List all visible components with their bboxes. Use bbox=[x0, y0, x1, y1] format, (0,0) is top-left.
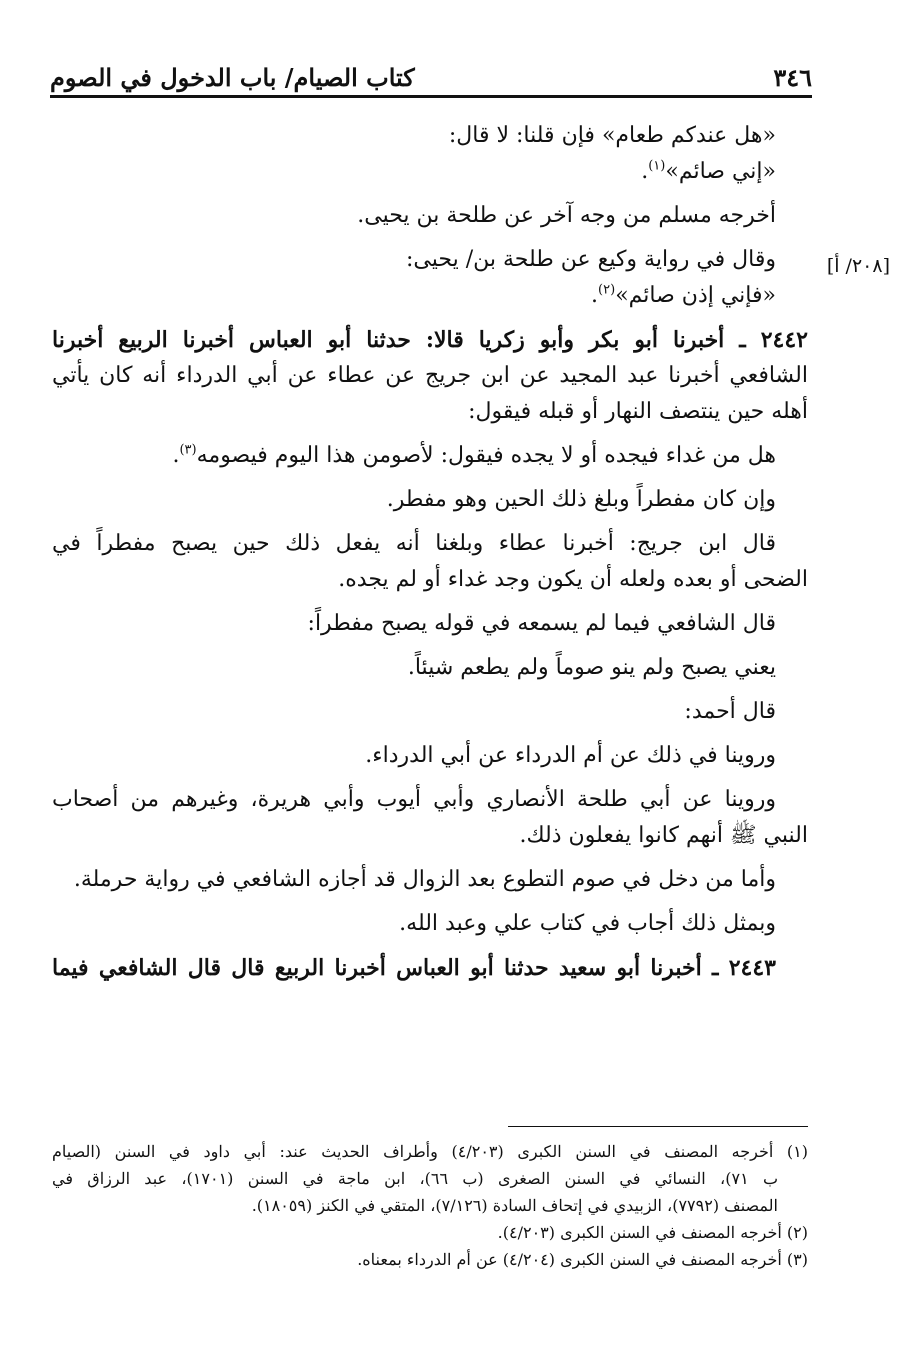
text-line: قال ابن جريج: أخبرنا عطاء وبلغنا أنه يفعل ذلك حين يصبح مفطراً في bbox=[52, 531, 776, 556]
text-line: وإن كان مفطراً وبلغ ذلك الحين وهو مفطر. bbox=[386, 487, 776, 512]
text-line: يعني يصبح ولم ينو صوماً ولم يطعم شيئاً. bbox=[407, 655, 776, 680]
text-line: وروينا عن أبي طلحة الأنصاري وأبي أيوب وأبي هريرة، وغيرهم من أصحاب bbox=[52, 787, 776, 812]
text-line: «إني صائم»$^{(١)}$. bbox=[641, 158, 776, 184]
footnote-ref: (١) bbox=[648, 158, 666, 174]
footnote-ref: (٣) bbox=[179, 442, 197, 458]
footnotes bbox=[52, 1138, 808, 1273]
header-rule bbox=[50, 95, 812, 98]
text-line: وروينا في ذلك عن أم الدرداء عن أبي الدرداء. bbox=[365, 743, 776, 768]
text-line: أخرجه مسلم من وجه آخر عن طلحة بن يحيى. bbox=[357, 203, 776, 228]
page-number: ٣٤٦ bbox=[773, 63, 812, 92]
footnote-line: (١) أخرجه المصنف في السنن الكبرى (٤/٢٠٣) وأطراف الحديث عند: أبي داود في السنن (الصيام bbox=[52, 1142, 809, 1161]
hadith-2443-line: ٢٤٤٣ ـ أخبرنا أبو سعيد حدثنا أبو العباس أخبرنا الربيع قال قال الشافعي فيما bbox=[52, 955, 776, 981]
main-text bbox=[52, 118, 808, 986]
text-line: «هل عندكم طعام» فإن قلنا: لا قال: bbox=[448, 123, 776, 148]
text-line: وأما من دخل في صوم التطوع بعد الزوال قد أجازه الشافعي في رواية حرملة. bbox=[73, 867, 776, 892]
footnote-rule bbox=[508, 1126, 808, 1127]
text-line: أهله حين ينتصف النهار أو قبله فيقول: bbox=[468, 399, 808, 424]
text-segment: «إني صائم» bbox=[665, 159, 776, 184]
text-line: وبمثل ذلك أجاب في كتاب علي وعبد الله. bbox=[399, 911, 776, 936]
text-segment: هل من غداء فيجده أو لا يجده فيقول: لأصومن هذا اليوم فيصومه bbox=[196, 443, 776, 468]
text-line: الشافعي أخبرنا عبد المجيد عن ابن جريج عن عطاء عن أبي الدرداء أنه كان يأتي bbox=[52, 363, 808, 388]
manuscript-folio-marker: [٢٠٨/ أ] bbox=[826, 255, 890, 277]
text-line: وقال في رواية وكيع عن طلحة بن/ يحيى: bbox=[405, 247, 776, 272]
text-line: الضحى أو بعده ولعله أن يكون وجد غداء أو لم يجده. bbox=[338, 567, 808, 592]
text-segment: «فإني إذن صائم» bbox=[615, 283, 776, 308]
text-line: هل من غداء فيجده أو لا يجده فيقول: لأصومن هذا اليوم فيصومه$^{(٣)}$. bbox=[172, 442, 776, 468]
footnote-ref: (٢) bbox=[598, 282, 616, 298]
running-header bbox=[50, 50, 812, 92]
footnote-line: ب ٧١)، النسائي في السنن الصغرى (ب ٦٦)، ابن ماجة في السنن (١٧٠١)، عبد الرزاق في bbox=[52, 1169, 779, 1188]
footnote-line: المصنف (٧٧٩٢)، الزبيدي في إتحاف السادة (٧/١٢٦)، المتقي في الكنز (١٨٠٥٩). bbox=[251, 1196, 778, 1215]
running-title: كتاب الصيام/ باب الدخول في الصوم bbox=[50, 63, 415, 92]
footnote-line: (٣) أخرجه المصنف في السنن الكبرى (٤/٢٠٤) عن أم الدرداء بمعناه. bbox=[357, 1250, 808, 1269]
hadith-2442-line: ٢٤٤٢ ـ أخبرنا أبو بكر وأبو زكريا قالا: حدثنا أبو العباس أخبرنا الربيع أخبرنا bbox=[52, 327, 808, 353]
text-line: قال الشافعي فيما لم يسمعه في قوله يصبح مفطراً: bbox=[307, 611, 776, 636]
text-line: قال أحمد: bbox=[684, 699, 776, 724]
footnote-line: (٢) أخرجه المصنف في السنن الكبرى (٤/٢٠٣). bbox=[497, 1223, 808, 1242]
text-line: النبي ﷺ أنهم كانوا يفعلون ذلك. bbox=[519, 823, 808, 848]
text-line: «فإني إذن صائم»$^{(٢)}$. bbox=[591, 282, 776, 308]
